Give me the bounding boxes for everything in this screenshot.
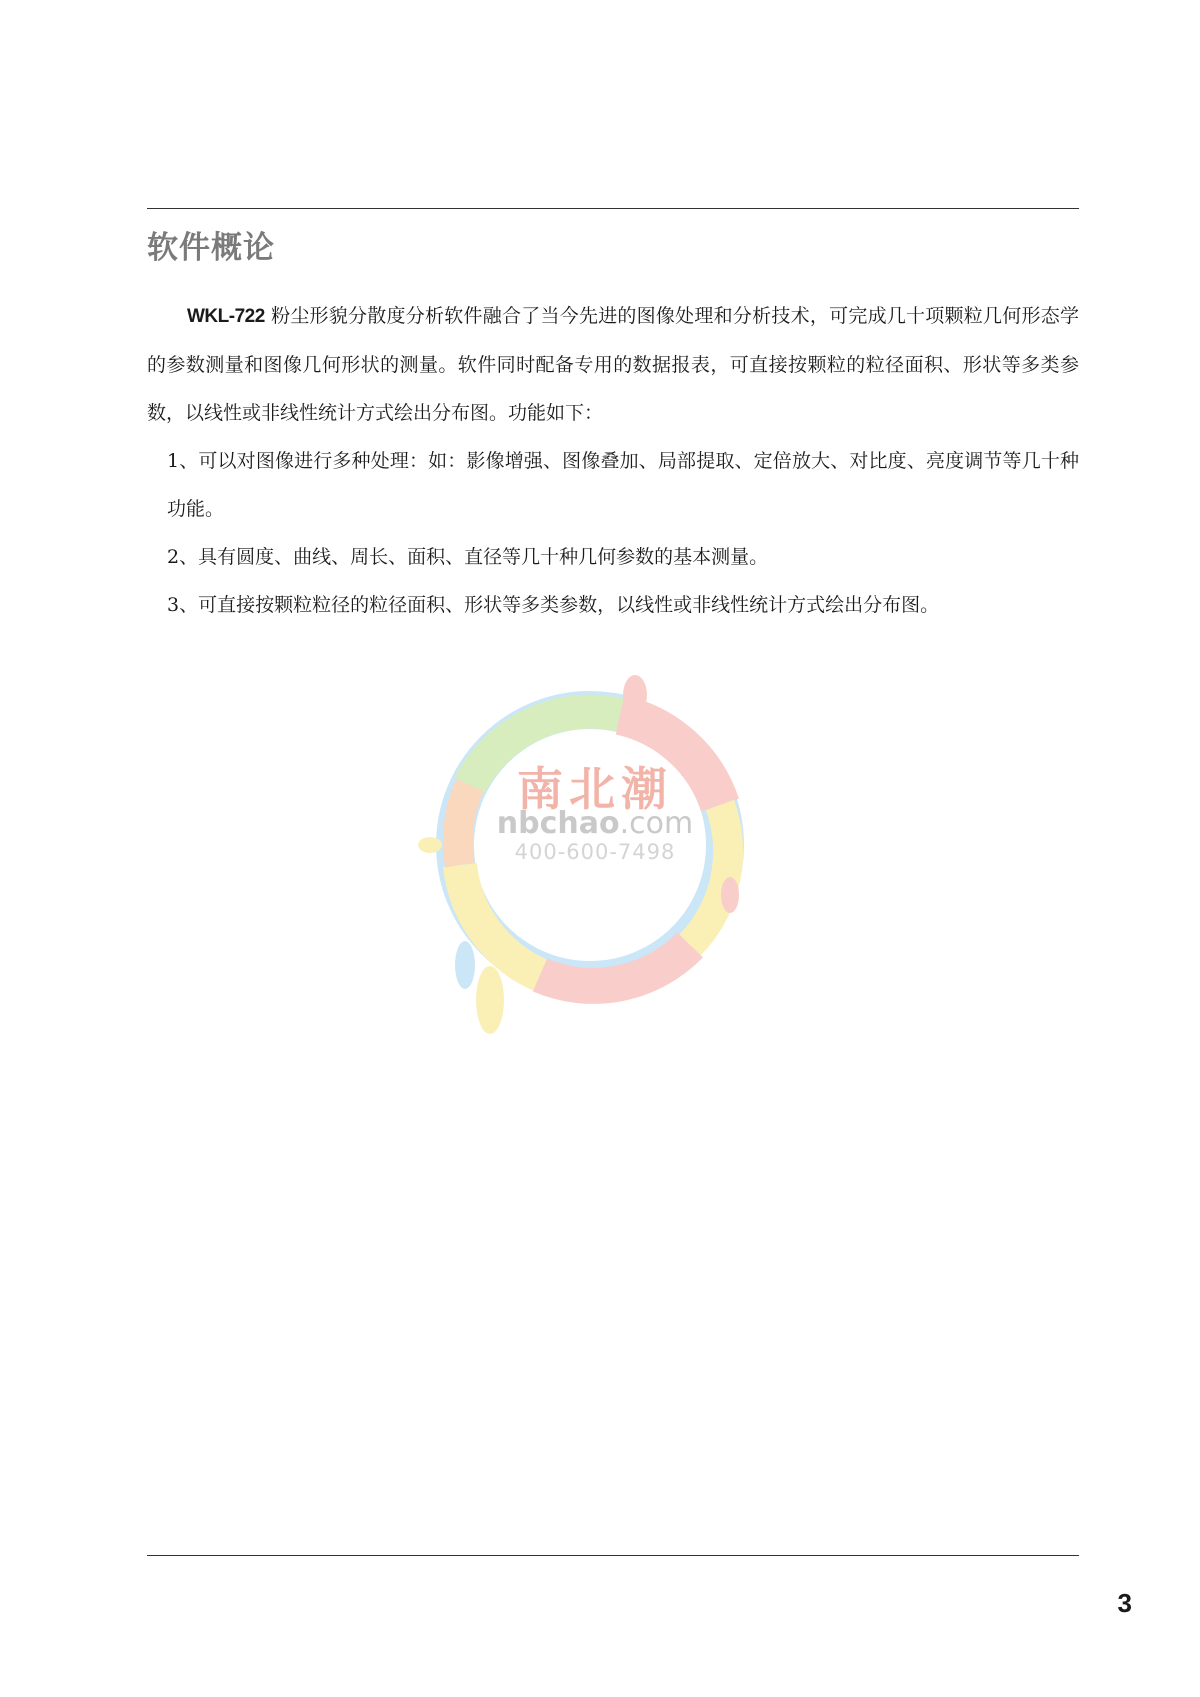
section-title: 软件概论 (147, 230, 275, 266)
watermark-domain-suffix: .com (619, 806, 694, 841)
feature-item-2: 2、具有圆度、曲线、周长、面积、直径等几十种几何参数的基本测量。 (167, 546, 769, 568)
feature-item-1: 1、可以对图像进行多种处理：如：影像增强、图像叠加、局部提取、定倍放大、对比度、亮度调节等几十种功能。 (167, 450, 1079, 520)
watermark-name-cn: 南北潮 (517, 762, 673, 816)
header-rule (147, 208, 1079, 209)
intro-paragraph (147, 292, 1079, 437)
watermark-splash-left (418, 837, 442, 853)
watermark-splash-red (623, 675, 647, 715)
watermark-ring-graphic (390, 655, 810, 1075)
document-body (147, 292, 1079, 629)
watermark-drip-yellow (476, 966, 504, 1034)
watermark-splash-right (721, 877, 739, 913)
page-number: 3 (1117, 1588, 1132, 1618)
watermark-drip-blue (455, 941, 475, 989)
watermark-domain-main: nbchao (496, 806, 620, 841)
intro-text: 粉尘形貌分散度分析软件融合了当今先进的图像处理和分析技术，可完成几十项颗粒几何形态学的参数测量和图像几何形状的测量。软件同时配备专用的数据报表，可直接按颗粒的粒径面积、形状等多类参数，以线性或非线性统计方式绘出分布图。功能如下： (147, 305, 1079, 424)
feature-item-3: 3、可直接按颗粒粒径的粒径面积、形状等多类参数，以线性或非线性统计方式绘出分布图。 (167, 594, 940, 616)
watermark-phone: 400-600-7498 (514, 840, 676, 864)
product-name: WKL-722 (187, 306, 265, 327)
watermark-arc-orange (458, 785, 470, 865)
footer-rule (147, 1555, 1079, 1556)
watermark-logo (390, 655, 810, 1075)
watermark-domain (497, 806, 693, 841)
